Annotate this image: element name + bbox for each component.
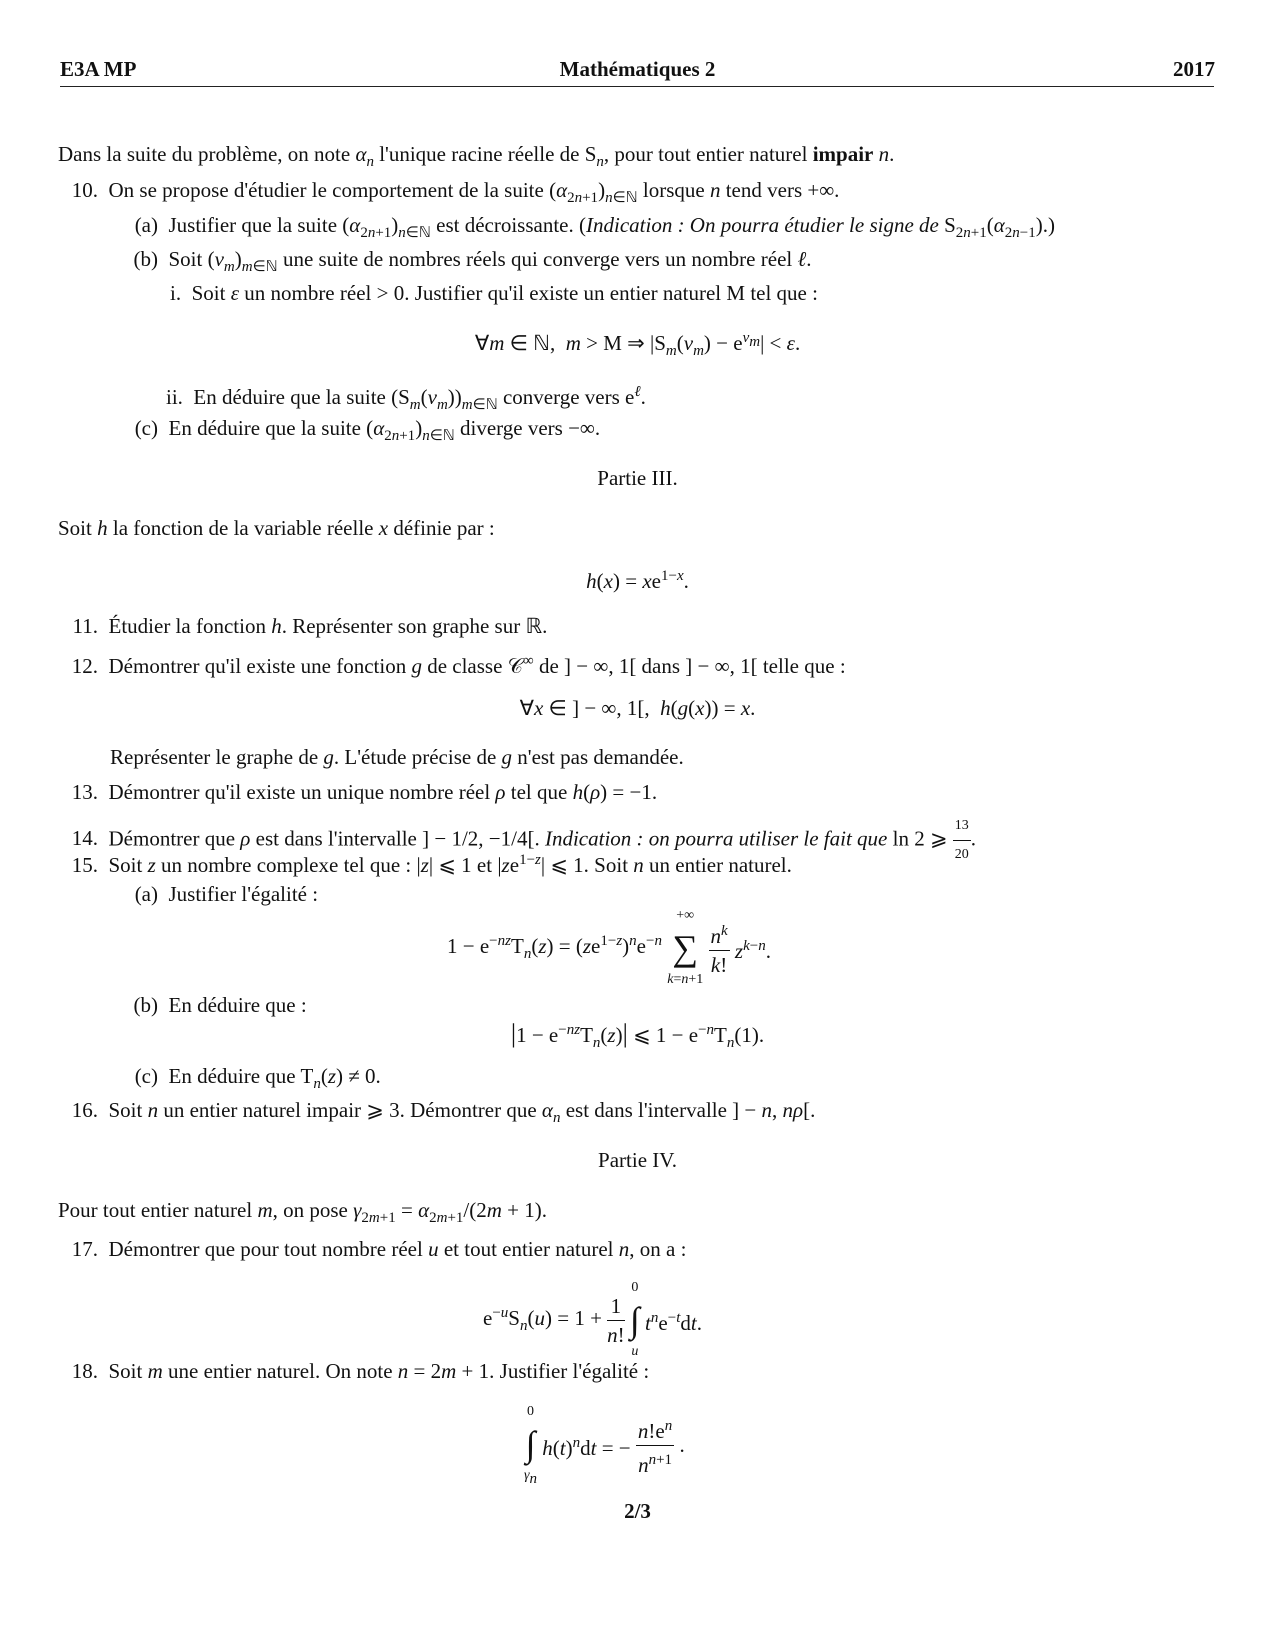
subquestion-label: (b) — [133, 993, 158, 1017]
formula-10b-i: ∀m ∈ ℕ, m > M ⇒ $|S_m(v_m) - e^{v_m}| < \varepsilon$. — [474, 330, 801, 360]
question-number: 18. — [71, 1359, 98, 1383]
question-15: 15. Soit z un nombre complexe tel que : |z| ⩽ 1 et $|ze^{1-z}|$ ⩽ 1. Soit n un entier naturel. — [58, 846, 792, 879]
formula-17: $e^{-u}S_n(u) = 1$ + $\frac{1}{n!}$ 0 ∫ u $t^ne^{-t}dt$. — [483, 1280, 702, 1359]
question-10b-i: i. Soit ε un nombre réel > 0. Justifier qu'il existe un entier naturel M tel que : — [170, 281, 818, 305]
subquestion-label: (b) — [133, 247, 158, 271]
question-number: 17. — [71, 1237, 98, 1261]
question-number: 13. — [71, 780, 98, 804]
header-left: E3A MP — [60, 57, 137, 81]
question-12: 12. Démontrer qu'il existe une fonction g de classe 𝒞∞ de ] − ∞, 1[ dans ] − ∞, 1[ telle que : — [58, 647, 846, 680]
question-10a: (a) Justifier que la suite $(\alpha_{2n+1})_{n\in ℕ}$ est décroissante. (Indication : On pourra étudier le signe de $S_{2n+1}(\alpha_{2n-1})$.) — [120, 211, 1055, 247]
question-18: 18. Soit m une entier naturel. On note n = 2m + 1. Justifier l'égalité : — [58, 1357, 649, 1385]
question-14: 14. Démontrer que ρ est dans l'intervalle ] − 1/2, −1/4[. Indication : on pourra utiliser le fait que ln 2 ⩾ $\frac{13}{20}$ . — [58, 812, 976, 869]
subquestion-label: ii. — [166, 385, 183, 409]
formula-15a: $1 - e^{-nz}T_n(z) = (ze^{1-z})^ne^{-n}$ +∞ ∑ k=n+1 $\frac{n^k}{k!}$ $z^{k-n}$. — [447, 908, 771, 987]
question-number: 14. — [71, 826, 98, 851]
question-16: 16. Soit n un entier naturel impair ⩾ 3. Démontrer que $\alpha_n$ est dans l'intervalle ] − n, nρ[. — [58, 1096, 815, 1132]
question-10: 10. On se propose d'étudier le comportement de la suite $(\alpha_{2n+1})_{n\in ℕ}$ lorsque n tend vers +∞. — [58, 176, 839, 212]
subquestion-label: (a) — [134, 882, 158, 906]
question-number: 16. — [71, 1098, 98, 1122]
header-rule — [60, 86, 1214, 87]
part-4-intro: Pour tout entier naturel m, on pose $\gamma_{2m+1} = \alpha_{2m+1}/(2m + 1)$. — [58, 1198, 547, 1227]
question-10b: (b) Soit $(v_m)_{m\in ℕ}$ une suite de nombres réels qui converge vers un nombre réel ℓ. — [120, 245, 811, 281]
question-11: 11. Étudier la fonction h. Représenter son graphe sur ℝ. — [58, 612, 547, 640]
header-right: 2017 — [1173, 57, 1215, 81]
subquestion-label: i. — [170, 281, 182, 305]
question-13: 13. Démontrer qu'il existe un unique nombre réel ρ tel que h(ρ) = −1. — [58, 778, 657, 806]
question-15a: (a) Justifier l'égalité : — [120, 880, 318, 908]
question-12-after: Représenter le graphe de g. L'étude précise de g n'est pas demandée. — [110, 745, 684, 769]
question-10c: (c) En déduire que la suite $(\alpha_{2n+1})_{n\in ℕ}$ diverge vers −∞. — [120, 414, 600, 450]
formula-h: $h(x) = xe^{1-x}$. — [586, 568, 689, 593]
intro-line: Dans la suite du problème, on note $\alpha_n$ l'unique racine réelle de $S_n$, pour tout entier naturel impair n. — [58, 142, 895, 171]
question-number: 15. — [71, 853, 98, 877]
formula-15b: $|1 - e^{-nz}T_n(z)|$ ⩽ $1 - e^{-n}T_n(1)$. — [510, 1019, 765, 1052]
question-15c: (c) En déduire que $T_n(z) \ne 0$. — [120, 1062, 381, 1098]
question-17: 17. Démontrer que pour tout nombre réel u et tout entier naturel n, on a : — [58, 1235, 686, 1263]
question-10b-ii: ii. En déduire que la suite $(S_m(v_m))_{m\in ℕ}$ converge vers $e^\ell$. — [166, 384, 646, 414]
part-4-title: Partie IV. — [598, 1148, 677, 1172]
question-15b: (b) En déduire que : — [120, 991, 307, 1019]
question-number: 12. — [71, 654, 98, 678]
question-number: 10. — [71, 178, 98, 202]
subquestion-label: (a) — [134, 213, 158, 237]
page-number: 2/3 — [624, 1499, 651, 1523]
formula-12: ∀x ∈ ] − ∞, 1[, h(g(x)) = x. — [519, 696, 756, 720]
subquestion-label: (c) — [134, 1064, 158, 1088]
part-3-title: Partie III. — [597, 466, 678, 490]
part-3-intro: Soit h la fonction de la variable réelle x définie par : — [58, 516, 495, 540]
subquestion-label: (c) — [134, 416, 158, 440]
header-center: Mathématiques 2 — [559, 57, 716, 81]
formula-18: 0 ∫ $\gamma_n$ $h(t)^ndt$ = − $\frac{n!e^n}{n^{n+1}}$ . — [524, 1404, 685, 1487]
question-number: 11. — [72, 614, 98, 638]
